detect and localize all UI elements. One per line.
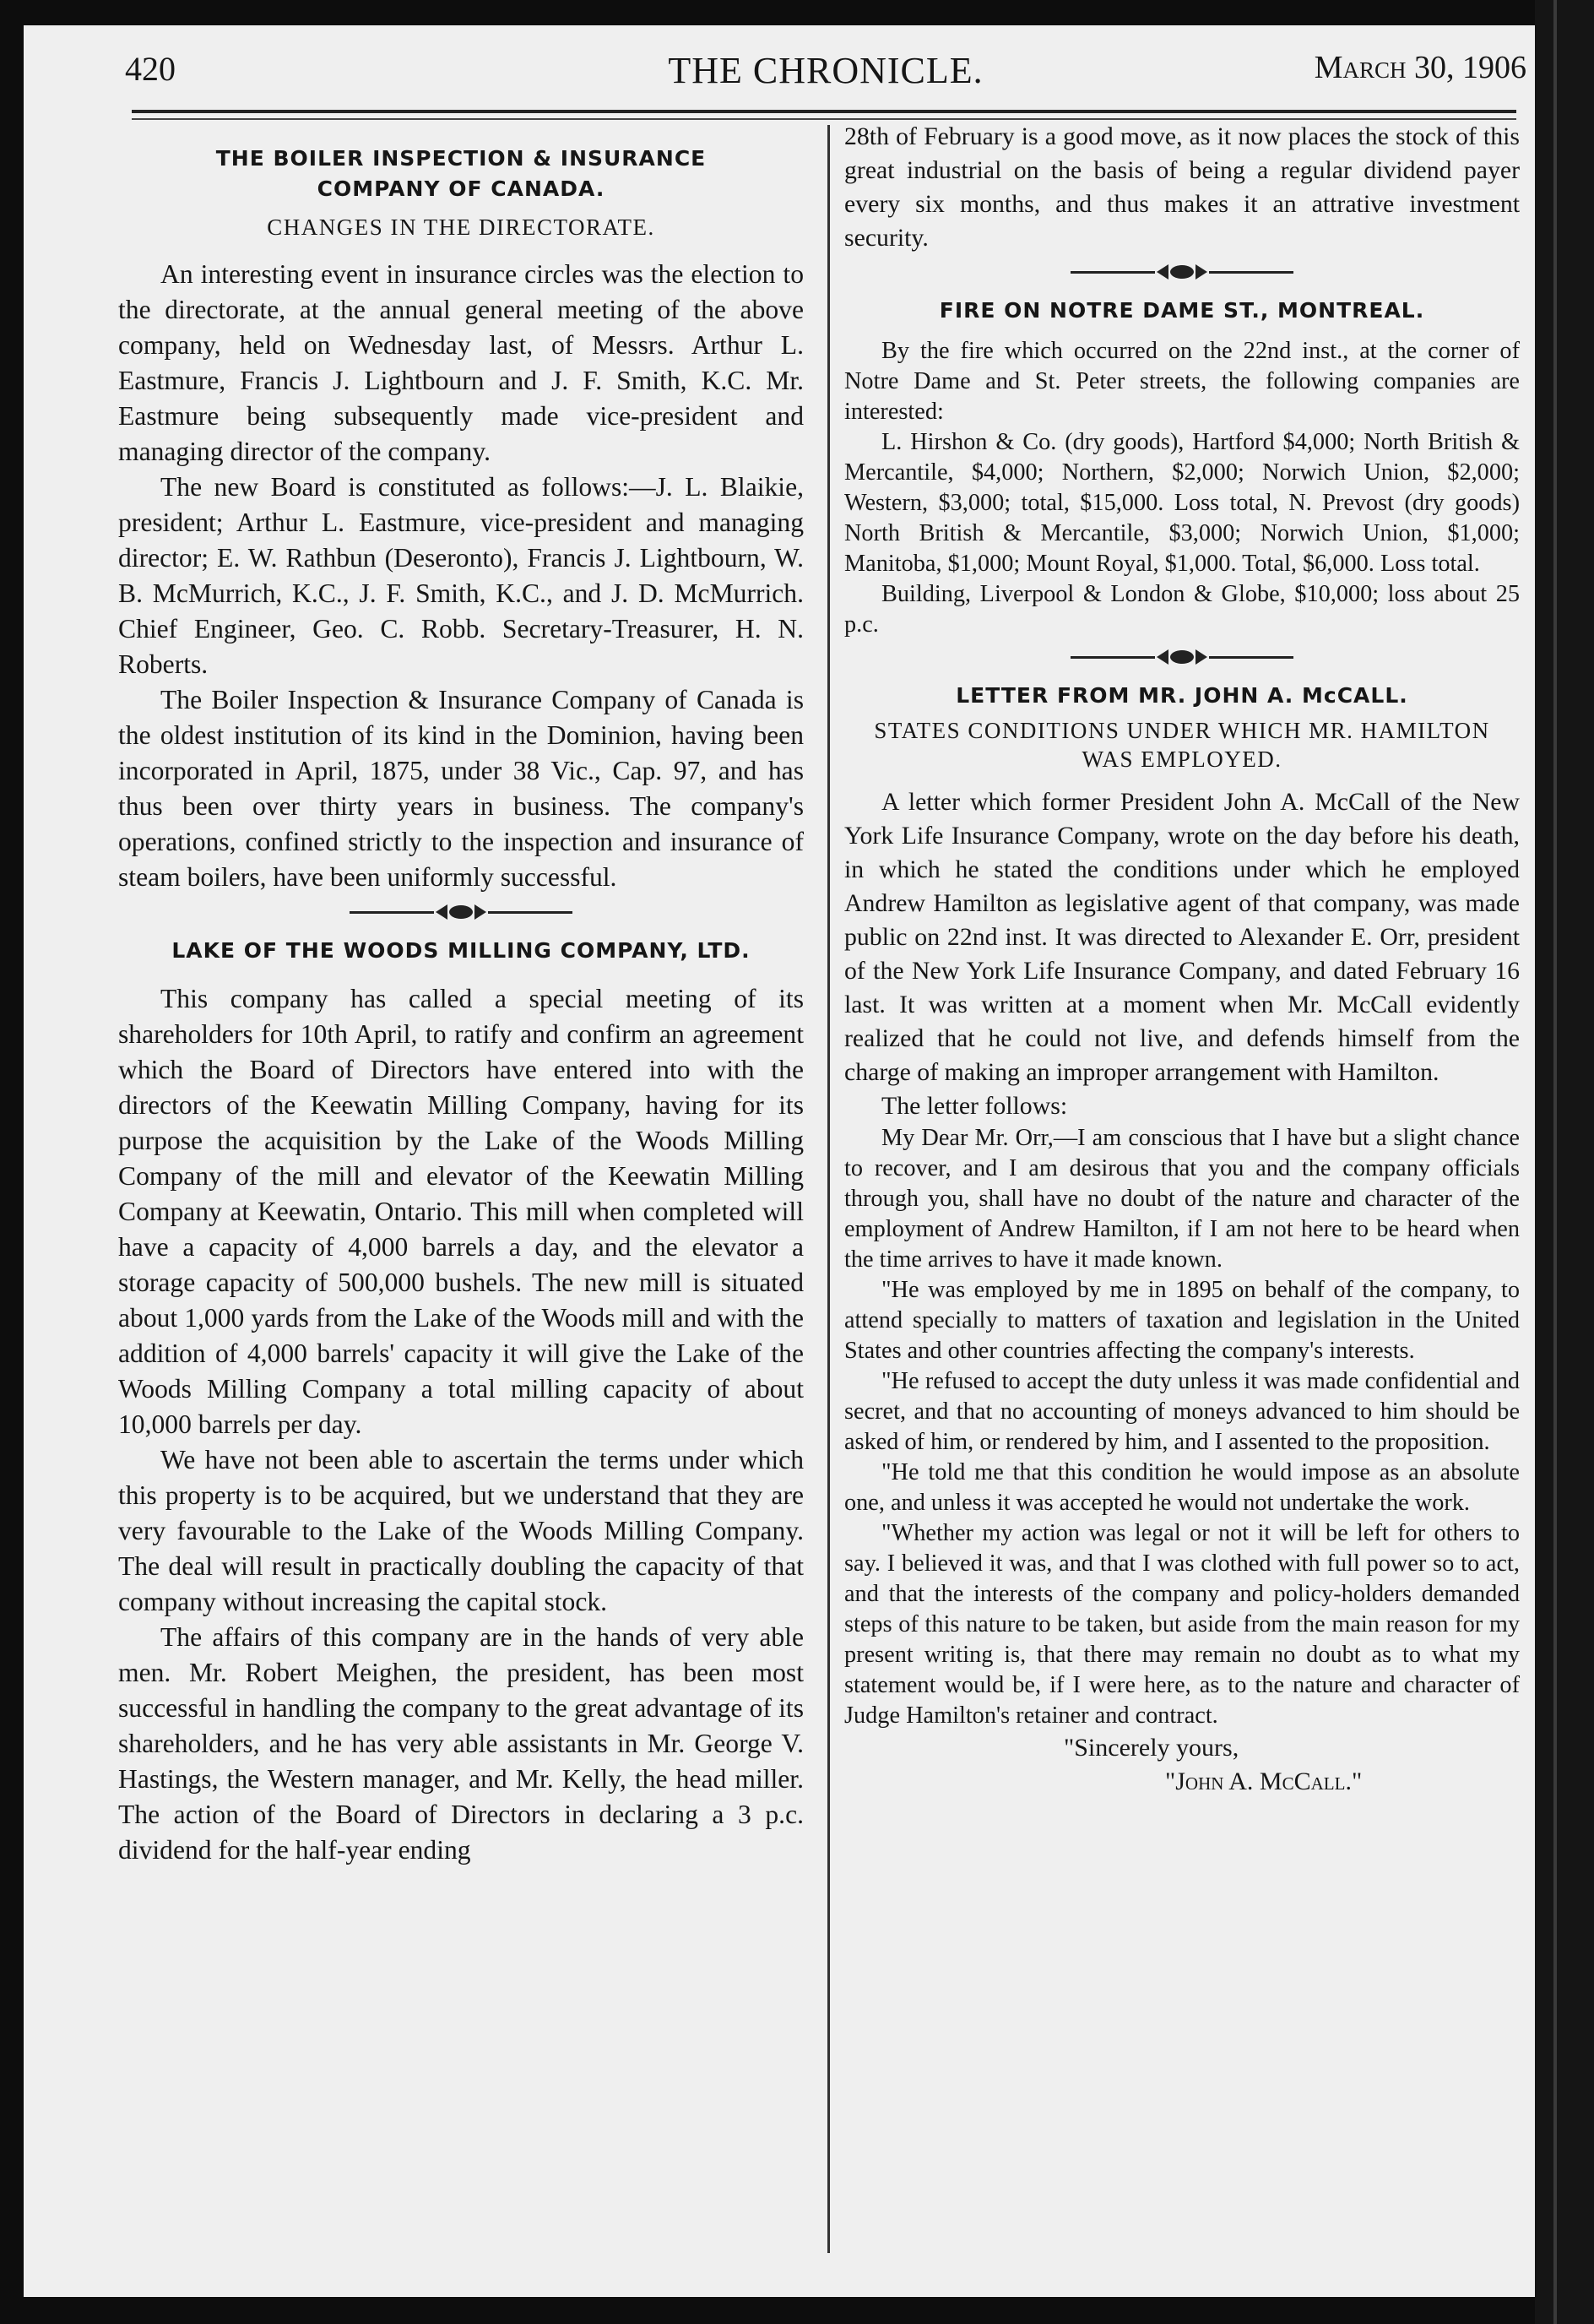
article-boiler-inspection (118, 144, 804, 895)
paragraph: This company has called a special meeting of its shareholders for 10th April, to ratify and confirm an agreement which the Board of Directors have entered into with the directors of the Keewatin Milling Company, having for its purpose the acquisition by the Lake of the Woods Milling Company of the mill and elevator of the Keewatin Milling Company at Keewatin, Ontario. This mill when completed will have a capacity of 4,000 barrels a day, and the elevator a storage capacity of 500,000 bushels. The new mill is situated about 1,000 yards from the Lake of the Woods mill and with the addition of 4,000 barrels' capacity it will give the Lake of the Woods Milling Company a total milling capacity of about 10,000 barrels per day. (118, 984, 804, 1439)
publication-title: THE CHRONICLE. (668, 50, 984, 91)
letter-paragraph: My Dear Mr. Orr,—I am conscious that I have but a slight chance to recover, and I am desirous that you and the company officials through you, shall have no doubt of the nature and character of the employment of Andrew Hamilton, if I am not here to be heard when the time arrives to have it made known. (844, 1125, 1520, 1273)
scan-edge (1535, 0, 1594, 2324)
subheading-line: STATES CONDITIONS UNDER WHICH MR. HAMILTON (874, 718, 1490, 743)
paragraph: L. Hirshon & Co. (dry goods), Hartford $4,000; North British & Mercantile, $4,000; Northern, $2,000; Norwich Union, $2,000; Western, $3,000; total, $15,000. Loss total, N. Prevost (dry goods) North British & Mercantile, $3,000; Norwich Union, $1,000; Manitoba, $1,000; Mount Royal, $1,000. Total, $6,000. Loss total. (844, 429, 1520, 577)
paragraph: The letter follows: (881, 1092, 1068, 1120)
letter-paragraph: "He told me that this condition he would impose as an absolute one, and unless it was accepted he would not undertake the work. (844, 1459, 1520, 1516)
article-mccall-letter (844, 681, 1520, 1799)
newspaper-page (24, 25, 1535, 2297)
article-fire-notre-dame (844, 296, 1520, 640)
article-subheading (844, 716, 1520, 774)
right-column (844, 120, 1520, 1799)
paragraph: We have not been able to ascertain the terms under which this property is to be acquired, but we understand that they are very favourable to the Lake of the Woods Milling Company. The deal will result in practically doubling the capacity of that company without increasing the capital stock. (118, 1445, 804, 1616)
paragraph: By the fire which occurred on the 22nd inst., at the corner of Notre Dame and St. Peter streets, the following companies are interested: (844, 338, 1520, 425)
section-ornament (118, 902, 804, 922)
article-heading: LETTER FROM MR. JOHN A. McCALL. (956, 683, 1408, 708)
article-heading (118, 144, 804, 204)
header-rule (132, 110, 1516, 113)
letter-paragraph: "He refused to accept the duty unless it was made confidential and secret, and that no accounting of moneys advanced to him should be asked of him, or rendered by him, and I assented to the proposition. (844, 1368, 1520, 1455)
article-lake-of-the-woods (118, 936, 804, 1868)
column-divider (827, 125, 830, 2253)
section-ornament (844, 262, 1520, 282)
letter-paragraph: "He was employed by me in 1895 on behalf of the company, to attend specially to matters of taxation and legislation in the United States and other countries affecting the company's interests. (844, 1277, 1520, 1364)
paragraph-continued: 28th of February is a good move, as it now places the stock of this great industrial on the basis of being a regular dividend payer every six months, and thus makes it an attrative investment security. (844, 122, 1520, 252)
page-header (125, 49, 1526, 100)
article-subheading: CHANGES IN THE DIRECTORATE. (267, 214, 655, 240)
article-heading: FIRE ON NOTRE DAME ST., MONTREAL. (939, 298, 1425, 323)
heading-line: THE BOILER INSPECTION & INSURANCE (215, 146, 707, 171)
paragraph: The affairs of this company are in the hands of very able men. Mr. Robert Meighen, the president, has been most successful in handling the company to the great advantage of its shareholders, and he has very able assistants in Mr. George V. Hastings, the Western manager, and Mr. Kelly, the head miller. The action of the Board of Directors in declaring a 3 p.c. dividend for the half-year ending (118, 1622, 804, 1865)
section-ornament (844, 647, 1520, 667)
letter-signature: "John A. McCall." (1165, 1767, 1363, 1795)
subheading-line: WAS EMPLOYED. (1082, 747, 1282, 772)
paragraph: The new Board is constituted as follows:—J. L. Blaikie, president; Arthur L. Eastmure, vice-president and managing director; E. W. Rathbun (Deseronto), Francis J. Lightbourn, W. B. McMurrich, K.C., J. F. Smith, K.C., and J. D. McMurrich. Chief Engineer, Geo. C. Robb. Secretary-Treasurer, H. N. Roberts. (118, 472, 804, 679)
left-column (118, 144, 804, 1868)
letter-paragraph: "Whether my action was legal or not it will be left for others to say. I believed it was, and that I was clothed with full power so to act, and that the interests of the company and policy-holders demanded steps of this nature to be taken, but aside from the main reason for my present writing is, that there may remain no doubt as to what my statement would be, if I were here, as to the nature and character of Judge Hamilton's retainer and contract. (844, 1520, 1520, 1729)
article-heading: LAKE OF THE WOODS MILLING COMPANY, LTD. (171, 938, 751, 963)
letter-closing: "Sincerely yours, (1064, 1734, 1239, 1762)
paragraph: The Boiler Inspection & Insurance Company of Canada is the oldest institution of its kind in the Dominion, having been incorporated in April, 1875, under 38 Vic., Cap. 97, and has thus been over thirty years in business. The company's operations, confined strictly to the inspection and insurance of steam boilers, have been uniformly successful. (118, 685, 804, 892)
issue-date: March 30, 1906 (1314, 50, 1526, 85)
page-number: 420 (125, 50, 176, 88)
paragraph: Building, Liverpool & London & Globe, $10,000; loss about 25 p.c. (844, 581, 1520, 638)
paragraph: A letter which former President John A. McCall of the New York Life Insurance Company, wrote on the day before his death, in which he stated the conditions under which he employed Andrew Hamilton as legislative agent of that company, was made public on 22nd inst. It was directed to Alexander E. Orr, president of the New York Life Insurance Company, and dated February 16 last. It was written at a moment when Mr. McCall evidently realized that he could not live, and defends himself from the charge of making an improper arrangement with Hamilton. (844, 788, 1520, 1086)
heading-line: COMPANY OF CANADA. (317, 176, 605, 201)
paragraph: An interesting event in insurance circles was the election to the directorate, at the annual general meeting of the above company, held on Wednesday last, of Messrs. Arthur L. Eastmure, Francis J. Lightbourn and J. F. Smith, K.C. Mr. Eastmure being subsequently made vice-president and managing director of the company. (118, 259, 804, 466)
